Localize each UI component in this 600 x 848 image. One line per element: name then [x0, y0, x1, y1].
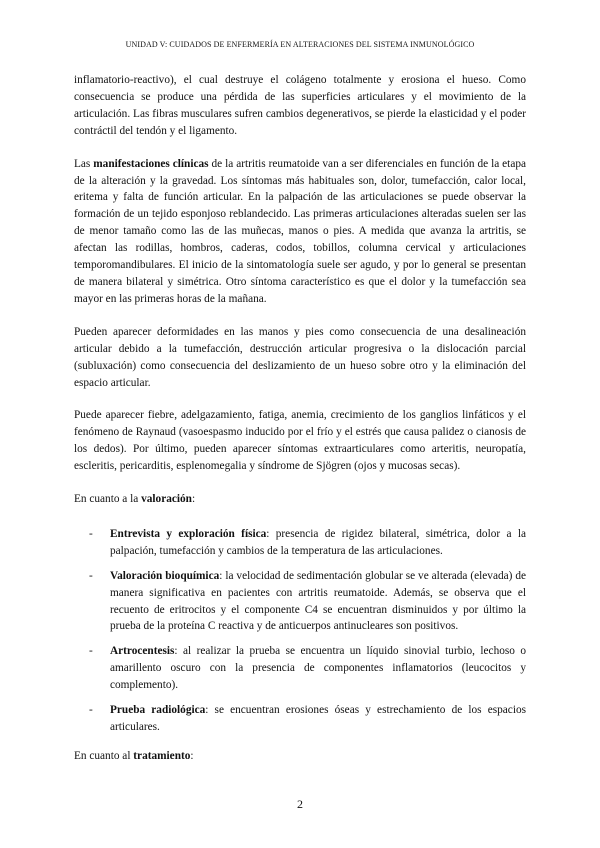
list-term: Prueba radiológica	[110, 704, 206, 717]
running-header: UNIDAD V: CUIDADOS DE ENFERMERÍA EN ALTERACIONES DEL SISTEMA INMUNOLÓGICO	[125, 40, 475, 49]
list-term: Entrevista y exploración física	[110, 527, 267, 540]
list-item: - Valoración bioquímica: la velocidad de sedimentación globular se ve alterada (elevada) de manera significativa en pacientes con artritis reumatoide. Además, se observa que el recuento de eritrocitos y el componente C4 se encuentran disminuidos y por último la prueba de la proteína C reactiva y de anticuerpos antinucleares son positivos.	[89, 569, 526, 633]
page-number: 2	[297, 797, 303, 811]
paragraph-manifestaciones: Las manifestaciones clínicas de la artritis reumatoide van a ser diferenciales en función de la etapa de la alteración y la gravedad. Los síntomas más habituales son, dolor, tumefacción, calor local, eritema y falta de función articular. En la palpación de las articulaciones se puede observar la formación de un tejido esponjoso reblandecido. Las primeras articulaciones alteradas suelen ser las de menor tamaño como las de las muñecas, manos o pies. A medida que avanza la artritis, se afectan las rodillas, hombros, caderas, codos, tobillos, columna cervical y articulaciones temporomandibulares. El inicio de la sintomatología suele ser agudo, y por lo general se presentan de manera bilateral y simétrica. Otro síntoma característico es que el dolor y la tumefacción sea mayor en las primeras horas de la mañana.	[74, 157, 526, 305]
list-item: - Artrocentesis: al realizar la prueba se encuentra un líquido sinovial turbio, lechoso o amarillento oscuro con la presencia de componentes inflamatorios (leucocitos y complemento).	[89, 645, 526, 692]
bold-term: manifestaciones clínicas	[93, 157, 209, 170]
valoracion-heading: En cuanto a la valoración:	[74, 493, 196, 506]
valoracion-list	[74, 526, 526, 736]
paragraph-sintomas-extra: Puede aparecer fiebre, adelgazamiento, fatiga, anemia, crecimiento de los ganglios linfáticos y el fenómeno de Raynaud (vasoespasmo inducido por el frío y el estrés que causa palidez o cianosis de los dedos). Por último, pueden aparecer síntomas extraarticulares como arteritis, neuropatía, escleritis, pericarditis, esplenomegalia y síndrome de Sjögren (ojos y mucosas secas).	[74, 409, 526, 473]
paragraph-deformidades: Pueden aparecer deformidades en las manos y pies como consecuencia de una desalineación articular debido a la tumefacción, destrucción articular progresiva o la dislocación parcial (subluxación) como consecuencia del deslizamiento de un hueso sobre otro y la eliminación del espacio articular.	[74, 325, 526, 389]
list-term: Artrocentesis	[110, 645, 175, 658]
body-content	[74, 72, 526, 781]
list-item: - Entrevista y exploración física: presencia de rigidez bilateral, simétrica, dolor a la palpación, tumefacción y cambios de la temperatura de las articulaciones.	[89, 527, 526, 557]
bold-term: valoración	[141, 493, 192, 506]
bold-term: tratamiento	[133, 749, 191, 762]
paragraph-intro: inflamatorio-reactivo), el cual destruye el colágeno totalmente y erosiona el hueso. Como consecuencia se produce una pérdida de las superficies articulares y el movimiento de la articulación. Las fibras musculares sufren cambios degenerativos, se pierde la elasticidad y el poder contráctil del tendón y el ligamento.	[74, 74, 526, 137]
list-item: - Prueba radiológica: se encuentran erosiones óseas y estrechamiento de los espacios articulares.	[89, 704, 527, 733]
list-term: Valoración bioquímica	[110, 569, 220, 582]
tratamiento-heading: En cuanto al tratamiento:	[74, 749, 194, 762]
